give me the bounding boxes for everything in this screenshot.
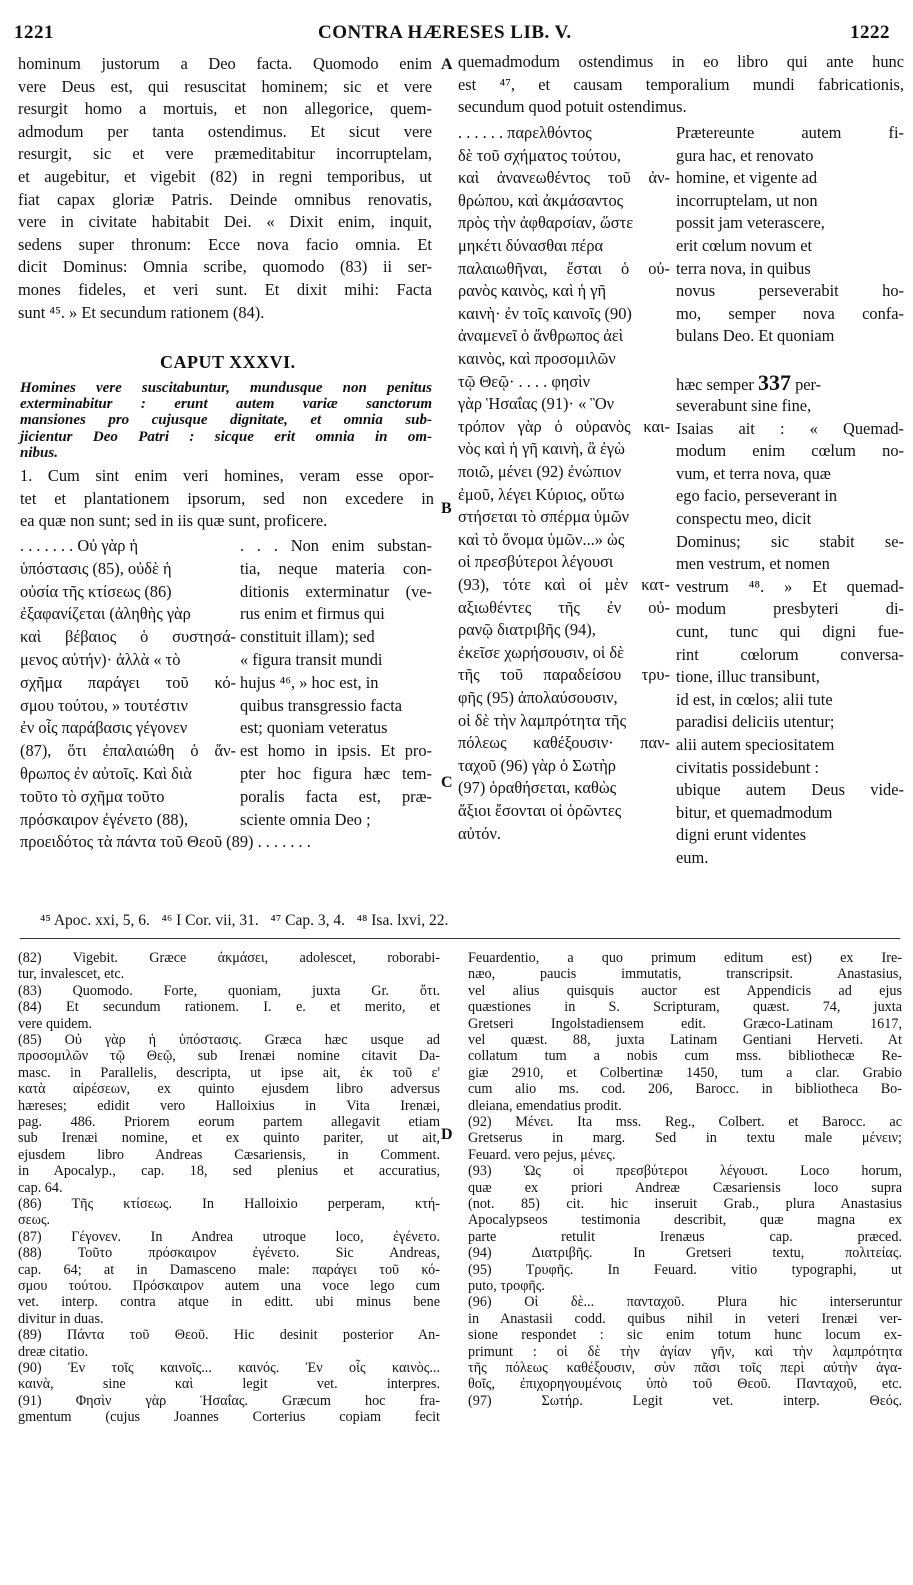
- greek-right-line: τῆς τοῦ παραδείσου τρυ-: [458, 665, 670, 685]
- notes-right-line: cum alio ms. cod. 206, Barocc. in bibliotheca Bo-: [468, 1081, 902, 1098]
- greek-left-line: ἐν οἷς παράβασις γέγονεν: [20, 718, 188, 738]
- greek-right-line: γὰρ Ἡσαΐας (91)· « Ὃν: [458, 394, 615, 414]
- notes-right-line: giæ 2910, et Colbertinæ 1450, tum a clar. Grabio: [468, 1064, 902, 1081]
- notes-left-line: (85) Οὐ γὰρ ἡ ὑπόστασις. Græca hæc usque ad: [18, 1032, 440, 1048]
- notes-right-line: (95) Τρυφῆς. In Feuard. vitio typographi, ut: [468, 1261, 902, 1278]
- notes-left-line: (90) Ἐν τοῖς καινοῖς... καινός. Ἐν οἷς καινὸς...: [18, 1360, 440, 1376]
- left-text-line: sedens super thronum: Ecce nova facio omnia. Et: [18, 234, 432, 254]
- greek-right-line: αὐτόν.: [458, 823, 501, 843]
- left-text-line: sunt ⁴⁵. » Et secundum rationem (84).: [18, 302, 265, 322]
- notes-right-line: næo, paucis immutatis, transcripsit. Anastasius,: [468, 966, 902, 983]
- notes-left-line: sub Irenæi nomine, et ex quinto pariter, ut ait,: [18, 1130, 440, 1147]
- greek-right-line: ρανῷ διατριβῆς (94),: [458, 620, 596, 640]
- greek-right-line: (97) ὁραθήσεται, καθὼς: [458, 778, 617, 798]
- latin-right-page-marker-line: [676, 370, 904, 395]
- latin-mid-line: hujus ⁴⁶, » hoc est, in: [240, 672, 379, 692]
- notes-left-line: (84) Et secundum rationem. I. e. et merito, et: [18, 999, 440, 1016]
- greek-left-line: ἐξαφανίζεται (ἀληθὴς γὰρ: [20, 604, 191, 624]
- latin-right-post-line: Isaias ait : « Quemad-: [676, 418, 904, 438]
- notes-right-line: (97) Σωτήρ. Legit vet. interp. Θεός.: [468, 1392, 902, 1409]
- notes-right-line: collatum tum a nobis cum mss. bibliothecæ Re-: [468, 1048, 902, 1065]
- notes-left-line: masc. in Parallelis, descripta, ut ipse ait, ἐκ τοῦ ε': [18, 1064, 440, 1081]
- notes-right-line: Apocalypseos testimonia describit, quæ magna ex: [468, 1212, 902, 1229]
- notes-left-line: προσομιλῶν τῷ Θεῷ, sub Irenæi nomine citavit Da-: [18, 1048, 440, 1065]
- right-page-number: 1222: [850, 22, 890, 43]
- greek-right-line: δὲ τοῦ σχήματος τούτου,: [458, 145, 622, 165]
- notes-right-line: Feuardentio, a quo primum editum est) ex Ire-: [468, 950, 902, 966]
- greek-right-line: τῷ Θεῷ· . . . . φησὶν: [458, 371, 591, 391]
- latin-mid-line: quibus transgressio facta: [240, 695, 403, 715]
- greek-right-line: νὸς καὶ ἡ γῆ καινὴ, ἃ ἐγὼ: [458, 439, 625, 459]
- greek-right-line: οἱ πρεσβύτεροι λέγουσι: [458, 552, 614, 572]
- latin-right-post-line: cunt, tunc qui digni fue-: [676, 622, 904, 641]
- latin-right-pre-line: mo, semper nova confa-: [676, 303, 904, 323]
- chapter-summary-line: nibus.: [20, 444, 58, 461]
- latin-right-pre-line: Prætereunte autem fi-: [676, 123, 904, 142]
- latin-right-pre-line: novus perseverabit ho-: [676, 281, 904, 301]
- right-top-line: secundum quod potuit ostendimus.: [458, 97, 687, 117]
- latin-right-post-line: Dominus; sic stabit se-: [676, 531, 904, 551]
- notes-left-line: σμου τούτου. Πρόσκαιρον autem una voce lego cum: [18, 1278, 440, 1294]
- footnote-divider: [20, 938, 900, 939]
- greek-right-line: τρόπον γὰρ ὁ οὐρανὸς και-: [458, 416, 670, 436]
- margin-letter-c: C: [441, 774, 453, 791]
- notes-right-line: quæ ex priori Andreæ Cæsariensis loco supra: [468, 1179, 902, 1196]
- notes-right-line: sione respondet : sic enim totum hunc locum ex-: [468, 1327, 902, 1344]
- greek-right-line: . . . . . . παρελθόντος: [458, 123, 592, 142]
- notes-left-line: κατὰ αἱρέσεων, ex quinto ejusdem libro adversus: [18, 1081, 440, 1098]
- notes-left-line: (91) Φησὶν γὰρ Ἡσαΐας. Græcum hoc fra-: [18, 1392, 440, 1409]
- greek-right-line: φῆς (95) ἀπολαύσουσιν,: [458, 688, 618, 707]
- notes-left-line: (86) Τῆς κτίσεως. In Halloixio perperam, κτή-: [18, 1196, 440, 1212]
- chapter-summary-line: Homines vere suscitabuntur, mundusque non penitus: [20, 380, 432, 396]
- notes-left-line: σεως.: [18, 1212, 51, 1229]
- latin-right-post-line: digni erunt videntes: [676, 825, 807, 845]
- para1-line: ea quæ non sunt; sed in iis quæ sunt, proficere.: [20, 511, 328, 531]
- margin-letter-a: A: [441, 56, 453, 73]
- notes-right-line: (96) Οἱ δὲ... πανταχοῦ. Plura hic interseruntur: [468, 1294, 902, 1311]
- marker-before: hæc semper: [676, 375, 754, 394]
- latin-right-post-line: vestrum ⁴⁸. » Et quemad-: [676, 576, 904, 596]
- greek-right-line: ἄξιοι ἔσονται οἱ ὁρῶντες: [458, 801, 622, 820]
- notes-left-line: dreæ citatio.: [18, 1343, 89, 1360]
- left-text-line: mones fideles, et veri sunt. Et dixit mihi: Facta: [18, 280, 432, 299]
- greek-right-line: αξιωθέντες τῆς ἐν οὐ-: [458, 597, 670, 617]
- greek-left-line: τοῦτο τὸ σχῆμα τοῦτο: [20, 786, 165, 806]
- notes-left-line: pag. 486. Priorem eorum partem allegavit etiam: [18, 1114, 440, 1130]
- notes-right-line: θοῖς, ἐπιχορηγουμένοις ὑπὸ τοῦ Θεοῦ. Πανταχοῦ, etc.: [468, 1376, 902, 1393]
- latin-right-pre-line: erit cœlum novum et: [676, 236, 813, 255]
- latin-mid-line: . . . Non enim substan-: [240, 536, 432, 555]
- margin-letter-d: D: [441, 1126, 453, 1143]
- notes-right-line: parte retulit Irenæus cap. præced.: [468, 1228, 902, 1245]
- greek-left-line: σχῆμα παράγει τοῦ κό-: [20, 672, 236, 692]
- notes-left-line: (89) Πάντα τοῦ Θεοῦ. Hic desinit posterior An-: [18, 1327, 440, 1344]
- para1-line: tet et plantationem ipsorum, sed non excedere in: [20, 488, 434, 508]
- notes-left-line: vere quidem.: [18, 1015, 93, 1032]
- running-title: CONTRA HÆRESES LIB. V.: [318, 22, 572, 43]
- notes-right-line: (93) Ὡς οἱ πρεσβύτεροι λέγουσι. Loco horum,: [468, 1163, 902, 1180]
- latin-right-post-line: men vestrum, et nomen: [676, 554, 830, 574]
- edition-page-number: 337: [757, 370, 791, 395]
- latin-mid-line: est; quoniam veteratus: [240, 718, 388, 738]
- notes-left-line: vet. interp. contra atque in editt. ubi minus bene: [18, 1294, 440, 1311]
- latin-right-pre-line: terra nova, in quibus: [676, 258, 811, 278]
- notes-right-line: dleiana, emendatius prodit.: [468, 1097, 622, 1114]
- latin-right-post-line: modum presbyteri di-: [676, 599, 904, 619]
- greek-right-line: καινὴ· ἐν τοῖς καινοῖς (90): [458, 303, 632, 323]
- greek-left-line: μενος αὐτήν)· ἀλλὰ « τὸ: [20, 650, 181, 669]
- latin-right-post-line: modum enim cœlum no-: [676, 441, 904, 461]
- notes-left-line: (83) Quomodo. Forte, quoniam, juxta Gr. ὅτι.: [18, 982, 440, 999]
- chapter-summary-line: exterminabitur : erunt autem variæ sanctorum: [20, 396, 432, 413]
- latin-right-post-line: tione, illuc transibunt,: [676, 667, 820, 687]
- latin-right-pre-line: homine, et vigente ad: [676, 168, 818, 188]
- greek-right-line: ταχοῦ (96) γὰρ ὁ Σωτὴρ: [458, 755, 616, 775]
- latin-mid-line: sciente omnia Deo ;: [240, 809, 371, 829]
- notes-right-line: (92) Μένει. Ita mss. Reg., Colbert. et Barocc. ac: [468, 1114, 902, 1130]
- chapter-title: CAPUT XXXVI.: [160, 352, 296, 372]
- greek-right-line: οἱ δὲ τὴν λαμπρότητα τῆς: [458, 710, 627, 730]
- notes-left-line: gmentum (cujus Joannes Corterius copiam fecit: [18, 1409, 440, 1426]
- notes-left-line: in Apocalyp., cap. 18, sed plenius et accuratius,: [18, 1163, 440, 1180]
- greek-left-line: ὑπόστασις (85), οὐδὲ ἡ: [20, 558, 172, 578]
- greek-left-line: προειδότος τὰ πάντα τοῦ Θεοῦ (89) . . . . . . .: [20, 832, 311, 852]
- latin-mid-line: poralis facta est, præ-: [240, 786, 432, 806]
- notes-left-line: (88) Τοῦτο πρόσκαιρον ἐγένετο. Sic Andreas,: [18, 1245, 440, 1262]
- latin-right-pre-line: possit jam veterascere,: [676, 213, 825, 233]
- greek-right-line: παλαιωθῆναι, ἔσται ὁ οὐ-: [458, 258, 670, 278]
- latin-right-post-line: ubique autem Deus vide-: [676, 780, 904, 800]
- greek-left-line: θρωπος ἐν αὐτοῖς. Καὶ διὰ: [20, 764, 192, 783]
- greek-right-line: πόλεως καθέξουσιν· παν-: [458, 733, 670, 753]
- margin-letter-b: B: [441, 500, 452, 517]
- left-text-line: fiat capax gloriæ Patris. Deinde omnibus renovatis,: [18, 189, 432, 209]
- notes-left-line: καινὰ, sine καὶ legit vet. interpres.: [18, 1376, 440, 1393]
- para1-line: 1. Cum sint enim veri homines, veram esse opor-: [20, 466, 434, 485]
- latin-right-pre-line: incorruptelam, ut non: [676, 190, 818, 210]
- notes-right-line: (not. 85) cit. hic inseruit Grab., plura Anastasius: [468, 1196, 902, 1212]
- notes-left-line: hæreses; edidit vero Halloixius in Vita Irenæi,: [18, 1097, 440, 1114]
- latin-right-post-line: bitur, et quemadmodum: [676, 802, 833, 822]
- left-text-line: resurgit, sic et vere præmeditabitur incorruptelam,: [18, 144, 432, 164]
- notes-left-line: tur, invalescet, etc.: [18, 966, 125, 983]
- greek-right-line: πρὸς τὴν ἀφθαρσίαν, ὥστε: [458, 213, 634, 233]
- latin-right-pre-line: gura hac, et renovato: [676, 145, 814, 165]
- greek-left-line: καὶ βέβαιος ὁ συστησά-: [20, 627, 236, 647]
- latin-right-post-line: conspectu meo, dicit: [676, 509, 812, 528]
- greek-left-line: σμου τούτου, » τουτέστιν: [20, 695, 188, 715]
- notes-left-line: cap. 64.: [18, 1179, 63, 1196]
- greek-left-line: πρόσκαιρον ἐγένετο (88),: [20, 809, 189, 829]
- chapter-summary-line: jicientur Deo Patri : sicque erit omnia in om-: [20, 428, 432, 445]
- left-text-line: vere in civitate habitabit Dei. « Dixit enim, inquit,: [18, 212, 432, 232]
- latin-mid-line: tia, neque materia con-: [240, 558, 432, 578]
- latin-mid-line: « figura transit mundi: [240, 650, 383, 669]
- latin-mid-line: constituit illam); sed: [240, 627, 375, 647]
- left-page-number: 1221: [14, 22, 54, 43]
- greek-left-line: οὐσία τῆς κτίσεως (86): [20, 581, 172, 601]
- notes-right-line: puto, τροφῆς.: [468, 1278, 545, 1294]
- right-top-line: est ⁴⁷, et causam temporalium mundi fabricationis,: [458, 74, 904, 94]
- latin-mid-line: ditionis exterminatur (ve-: [240, 581, 432, 601]
- left-text-line: et augebitur, et vigebit (82) in regni temporibus, ut: [18, 167, 432, 186]
- notes-right-line: Gretseri Ingolstadiensem edit. Græco-Latinam 1617,: [468, 1015, 902, 1032]
- latin-right-post-line: rint cœlorum conversa-: [676, 644, 904, 664]
- greek-left-line: (87), ὅτι ἐπαλαιώθη ὁ ἄν-: [20, 741, 236, 761]
- latin-right-post-line: civitatis possidebunt :: [676, 757, 819, 777]
- greek-right-line: καὶ ἀνανεωθέντος τοῦ ἀν-: [458, 168, 670, 188]
- left-text-line: hominum justorum a Deo facta. Quomodo enim: [18, 54, 432, 73]
- right-top-line: quemadmodum ostendimus in eo libro qui ante hunc: [458, 52, 904, 71]
- latin-mid-line: rus enim et firmus qui: [240, 604, 385, 624]
- latin-right-post-line: eum.: [676, 848, 709, 867]
- notes-right-line: Gretserus in marg. Sed in textu male μένειν;: [468, 1130, 902, 1147]
- scripture-references: ⁴⁵ Apoc. xxi, 5, 6. ⁴⁶ I Cor. vii, 31. ⁴⁷ Cap. 3, 4. ⁴⁸ Isa. lxvi, 22.: [40, 912, 449, 929]
- greek-right-line: καὶ τὸ ὄνομα ὑμῶν...» ὡς: [458, 529, 625, 549]
- greek-right-line: στήσεται τὸ σπέρμα ὑμῶν: [458, 507, 630, 527]
- notes-right-line: vel alius quisquis auctor est Appendicis ad ejus: [468, 982, 902, 999]
- notes-left-line: divitur in duas.: [18, 1310, 104, 1327]
- greek-right-line: καινὸς, καὶ προσομιλῶν: [458, 349, 616, 368]
- latin-mid-line: est homo in ipsis. Et pro-: [240, 741, 432, 761]
- latin-right-post-line: severabunt sine fine,: [676, 396, 812, 415]
- left-text-line: vere Deus est, qui resuscitat hominem; sic et vere: [18, 76, 432, 96]
- greek-right-line: ἐμοῦ, λέγει Κύριος, οὕτω: [458, 484, 625, 504]
- greek-right-line: ἐκεῖσε χωρήσουσιν, οἱ δὲ: [458, 642, 625, 662]
- notes-right-line: in Anastasii codd. quibus nihil in veteri Irenæi ver-: [468, 1310, 902, 1327]
- latin-mid-line: pter hoc figura hæc tem-: [240, 764, 432, 783]
- greek-right-line: ἀναμενεῖ ὁ ἄνθρωπος ἀεὶ: [458, 326, 624, 346]
- notes-right-line: (94) Διατριβῆς. In Gretseri textu, πολιτείας.: [468, 1245, 902, 1262]
- latin-right-post-line: ego facio, perseverant in: [676, 486, 838, 506]
- latin-right-post-line: alii autem speciositatem: [676, 735, 835, 754]
- latin-right-post-line: vum, et terra nova, quæ: [676, 463, 831, 483]
- notes-right-line: Feuard. vero pejus, μένες.: [468, 1146, 616, 1163]
- left-text-line: admodum per tanta ostendimus. Et sicut vere: [18, 121, 432, 141]
- chapter-summary-line: mansiones pro cujusque dignitate, et omnia sub-: [20, 412, 432, 429]
- notes-right-line: vel quæst. 88, juxta Latinam Gentiani Herveti. At: [468, 1032, 902, 1048]
- notes-right-line: primunt : οἱ δὲ τὴν ἁγίαν γῆν, καὶ τὴν λαμπρότητα: [468, 1343, 902, 1360]
- notes-left-line: ejusdem libro Andreas Cæsariensis, in Comment.: [18, 1146, 440, 1163]
- greek-left-line: . . . . . . . Οὐ γὰρ ἡ: [20, 536, 139, 555]
- latin-right-post-line: id est, in cœlos; alii tute: [676, 689, 833, 709]
- latin-right-pre-line: bulans Deo. Et quoniam: [676, 326, 835, 346]
- left-text-line: resurgit homo a mortuis, et non allegorice, quem-: [18, 99, 432, 119]
- greek-right-line: (93), τότε καὶ οἱ μὲν κατ-: [458, 575, 670, 594]
- greek-right-line: μηκέτι δύνασθαι πέρα: [458, 236, 604, 255]
- marker-after: per-: [795, 375, 822, 394]
- greek-right-line: ποιῶ, μένει (92) ἐνώπιον: [458, 462, 622, 481]
- notes-left-line: cap. 64; at in Damasceno male: παράγει τοῦ κό-: [18, 1261, 440, 1278]
- notes-left-line: (87) Γέγονεν. In Andrea utroque loco, ἐγένετο.: [18, 1228, 440, 1245]
- notes-left-line: (82) Vigebit. Græce ἀκμάσει, adolescet, roborabi-: [18, 950, 440, 966]
- latin-right-post-line: paradisi deliciis utentur;: [676, 712, 835, 732]
- notes-right-line: τῆς πόλεως καθέξουσιν, σὺν πᾶσι τοῖς περὶ αὐτὴν ἀγα-: [468, 1360, 902, 1376]
- notes-right-line: quæstiones in S. Scripturam, quæst. 74, juxta: [468, 999, 902, 1016]
- left-text-line: dicit Dominus: Omnia scribe, quomodo (83) ii ser-: [18, 257, 432, 277]
- greek-right-line: θρώπου, καὶ ἀκμάσαντος: [458, 190, 624, 210]
- greek-right-line: ρανὸς καινὸς, καὶ ἡ γῆ: [458, 281, 607, 301]
